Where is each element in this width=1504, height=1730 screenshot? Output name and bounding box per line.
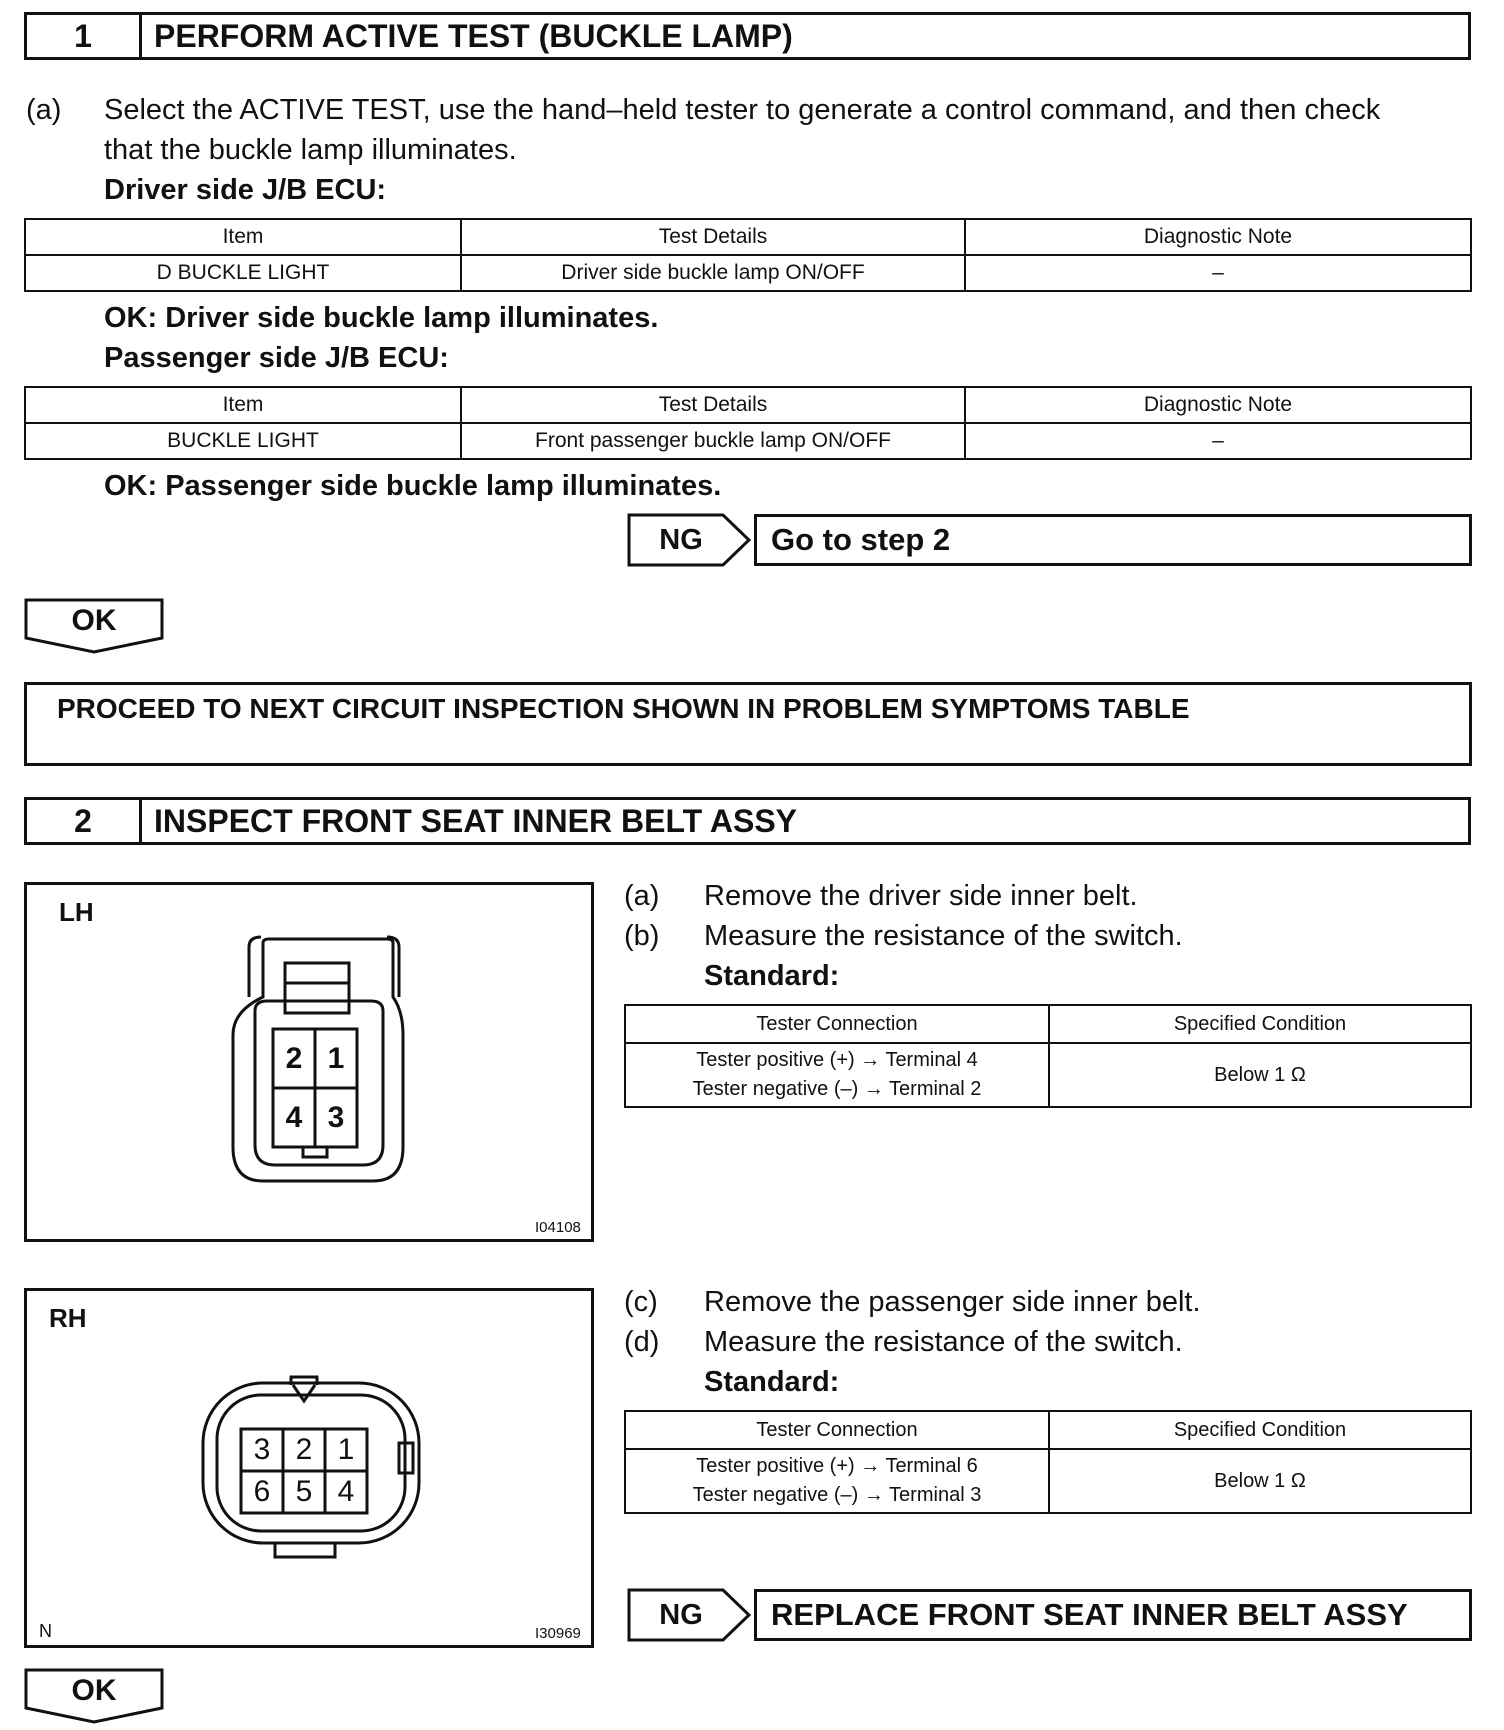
- table-cell: BUCKLE LIGHT: [25, 423, 461, 459]
- lh-label: LH: [59, 897, 94, 927]
- step-1-title: PERFORM ACTIVE TEST (BUCKLE LAMP): [154, 17, 793, 54]
- step-2-number: 2: [27, 800, 142, 842]
- table-cell: Front passenger buckle lamp ON/OFF: [461, 423, 965, 459]
- ok-label-2: OK: [71, 1674, 117, 1707]
- ng-label-1: NG: [659, 523, 703, 556]
- lh-standard-label: Standard:: [704, 960, 840, 992]
- table-cell: Below 1 Ω: [1049, 1449, 1471, 1513]
- ok-arrow-1: [24, 598, 164, 654]
- lh-pin-2: 2: [285, 1041, 303, 1075]
- table-cell: –: [965, 423, 1471, 459]
- driver-side-heading: Driver side J/B ECU:: [104, 174, 387, 206]
- driver-test-table: [24, 218, 1472, 292]
- rh-pin-2: 2: [295, 1433, 313, 1466]
- step-marker-c: (c): [624, 1286, 658, 1318]
- ok-label-1: OK: [71, 604, 117, 637]
- passenger-side-heading: Passenger side J/B ECU:: [104, 342, 449, 374]
- table-header: Item: [25, 387, 461, 423]
- connection-line-1: Tester positive (+) → Terminal 6: [696, 1455, 978, 1477]
- lh-pin-4: 4: [285, 1100, 303, 1134]
- driver-ok-text: OK: Driver side buckle lamp illuminates.: [104, 302, 659, 334]
- rh-pin-4: 4: [337, 1475, 355, 1508]
- table-cell: D BUCKLE LIGHT: [25, 255, 461, 291]
- rh-pin-3: 3: [253, 1433, 271, 1466]
- rh-figure-code: I30969: [535, 1625, 581, 1642]
- rh-pin-1: 1: [337, 1433, 355, 1466]
- table-header: Specified Condition: [1049, 1005, 1471, 1043]
- step-2-title: INSPECT FRONT SEAT INNER BELT ASSY: [154, 802, 797, 839]
- table-cell: Below 1 Ω: [1049, 1043, 1471, 1107]
- instruction-marker-a: (a): [26, 94, 62, 126]
- lh-pin-3: 3: [327, 1100, 345, 1134]
- rh-standard-label: Standard:: [704, 1366, 840, 1398]
- lh-connector-figure: [24, 882, 594, 1242]
- step-1-header: [24, 12, 1471, 60]
- table-header: Tester Connection: [625, 1411, 1049, 1449]
- table-header: Tester Connection: [625, 1005, 1049, 1043]
- step-marker-a: (a): [624, 880, 660, 912]
- table-cell: Driver side buckle lamp ON/OFF: [461, 255, 965, 291]
- rh-label: RH: [49, 1303, 87, 1333]
- instruction-line-1: Select the ACTIVE TEST, use the hand–held tester to generate a control command, and then check: [104, 94, 1381, 126]
- table-cell: [625, 1449, 1049, 1513]
- connection-line-2: Tester negative (–) → Terminal 3: [692, 1484, 982, 1506]
- lh-pin-1: 1: [327, 1041, 345, 1075]
- ok-arrow-2: [24, 1668, 164, 1724]
- table-cell: [625, 1043, 1049, 1107]
- connection-line-1: Tester positive (+) → Terminal 4: [696, 1049, 978, 1071]
- table-header: Test Details: [461, 219, 965, 255]
- step-marker-d: (d): [624, 1326, 660, 1358]
- ng-arrow-2: [627, 1588, 751, 1642]
- replace-inner-belt-assy[interactable]: REPLACE FRONT SEAT INNER BELT ASSY: [754, 1589, 1472, 1641]
- rh-figure-corner-mark: N: [39, 1621, 52, 1641]
- step-text-c: Remove the passenger side inner belt.: [704, 1286, 1201, 1318]
- lh-figure-code: I04108: [535, 1219, 581, 1236]
- passenger-test-table: [24, 386, 1472, 460]
- table-header: Test Details: [461, 387, 965, 423]
- ng-arrow-1: [627, 513, 751, 567]
- rh-connector-figure: [24, 1288, 594, 1648]
- step-2-header: [24, 797, 1471, 845]
- rh-pin-6: 6: [253, 1475, 271, 1508]
- step-text-d: Measure the resistance of the switch.: [704, 1326, 1183, 1358]
- step-1-number: 1: [27, 15, 142, 57]
- table-header: Item: [25, 219, 461, 255]
- lh-resistance-table: [624, 1004, 1472, 1108]
- table-header: Diagnostic Note: [965, 387, 1471, 423]
- table-cell: –: [965, 255, 1471, 291]
- go-to-step-2[interactable]: Go to step 2: [754, 514, 1472, 566]
- rh-pin-5: 5: [295, 1475, 313, 1508]
- table-header: Diagnostic Note: [965, 219, 1471, 255]
- ng-label-2: NG: [659, 1598, 703, 1631]
- step-marker-b: (b): [624, 920, 660, 952]
- connection-line-2: Tester negative (–) → Terminal 2: [692, 1078, 982, 1100]
- rh-resistance-table: [624, 1410, 1472, 1514]
- table-header: Specified Condition: [1049, 1411, 1471, 1449]
- instruction-line-2: that the buckle lamp illuminates.: [104, 134, 517, 166]
- passenger-ok-text: OK: Passenger side buckle lamp illuminates.: [104, 470, 722, 502]
- proceed-box[interactable]: PROCEED TO NEXT CIRCUIT INSPECTION SHOWN IN PROBLEM SYMPTOMS TABLE: [24, 682, 1472, 766]
- step-text-b: Measure the resistance of the switch.: [704, 920, 1183, 952]
- step-text-a: Remove the driver side inner belt.: [704, 880, 1138, 912]
